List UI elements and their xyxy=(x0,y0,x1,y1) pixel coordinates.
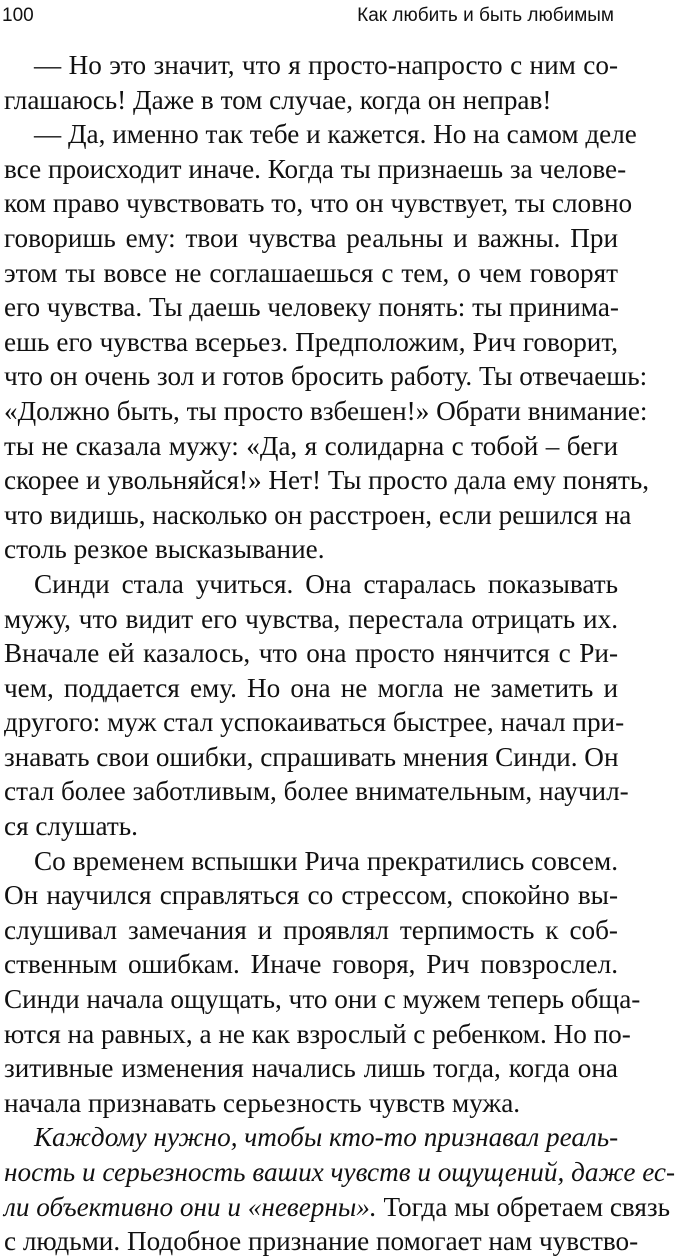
text-line: столь резкое высказывание. xyxy=(4,534,325,565)
text-line: чем, поддается ему. Но она не могла не заметить и xyxy=(4,672,618,703)
paragraph-1 xyxy=(4,48,618,117)
italic-span: ли объективно они и «неверны». xyxy=(4,1191,377,1222)
running-header xyxy=(2,4,614,28)
text-line: ственным ошибкам. Иначе говоря, Рич повзрослел. xyxy=(4,949,618,980)
text-line: Со временем вспышки Рича прекратились совсем. xyxy=(34,845,618,876)
text-line: ся слушать. xyxy=(4,811,138,842)
paragraph-3 xyxy=(4,567,629,844)
text-line: что он очень зол и готов бросить работу. Ты отвечаешь: xyxy=(4,361,648,392)
paragraph-2 xyxy=(4,117,650,567)
text-line: зитивные изменения начались лишь тогда, когда она xyxy=(4,1053,618,1084)
text-line: скорее и увольняйся!» Нет! Ты просто дала ему понять, xyxy=(4,465,650,496)
text-line xyxy=(4,1190,671,1225)
text-line: Каждому нужно, чтобы кто-то признавал реаль- xyxy=(34,1122,619,1153)
text-line: Он научился справляться со стрессом, спокойно вы- xyxy=(4,880,618,911)
text-line: «Должно быть, ты просто взбешен!» Обрати внимание: xyxy=(4,395,648,426)
text-line: его чувства. Ты даешь человеку понять: ты принима- xyxy=(4,292,619,323)
text-line: ются на равных, а не как взрослый с ребенком. Но по- xyxy=(4,1018,631,1049)
text-line: начала признавать серьезность чувств мужа. xyxy=(4,1087,521,1118)
text-line: знавать свои ошибки, спрашивать мнения Синди. Он xyxy=(4,741,619,772)
text-line: с людьми. Подобное признание помогает нам чувство- xyxy=(4,1226,639,1257)
body-text xyxy=(4,48,675,1259)
text-line: другого: муж стал успокаиваться быстрее, начал при- xyxy=(4,707,625,738)
text-line: ты не сказала мужу: «Да, я солидарна с тобой – беги xyxy=(4,430,618,461)
normal-span: Тогда мы обретаем связь xyxy=(376,1191,671,1222)
text-line: — Да, именно так тебе и кажется. Но на самом деле xyxy=(34,119,637,150)
text-line: Синди стала учиться. Она старалась показывать xyxy=(34,568,618,599)
paragraph-4 xyxy=(4,844,641,1121)
text-line: мужу, что видит его чувства, перестала отрицать их. xyxy=(4,603,618,634)
text-line: Вначале ей казалось, что она просто нянчится с Ри- xyxy=(4,638,618,669)
page-number: 100 xyxy=(2,5,34,26)
text-line: глашаюсь! Даже в том случае, когда он неправ! xyxy=(4,84,552,115)
text-line: ешь его чувства всерьез. Предположим, Рич говорит, xyxy=(4,326,618,357)
text-line: — Но это значит, что я просто-напросто с ним со- xyxy=(34,50,618,80)
text-line: все происходит иначе. Когда ты признаешь за челове- xyxy=(4,153,627,184)
text-line: этом ты вовсе не соглашаешься с тем, о чем говорят xyxy=(4,257,618,288)
text-line: говоришь ему: твои чувства реальны и важны. При xyxy=(4,222,618,253)
book-title: Как любить и быть любимым xyxy=(357,5,614,26)
paragraph-5 xyxy=(4,1120,675,1258)
text-line: что видишь, насколько он расстроен, если решился на xyxy=(4,499,632,530)
text-line: ком право чувствовать то, что он чувствует, ты словно xyxy=(4,188,633,219)
text-line: слушивал замечания и проявлял терпимость к соб- xyxy=(4,914,618,945)
text-line: Синди начала ощущать, что они с мужем теперь обща- xyxy=(4,984,641,1015)
text-line: ность и серьезность ваших чувств и ощущений, даже ес- xyxy=(4,1157,675,1187)
text-line: стал более заботливым, более внимательным, научил- xyxy=(4,776,629,807)
